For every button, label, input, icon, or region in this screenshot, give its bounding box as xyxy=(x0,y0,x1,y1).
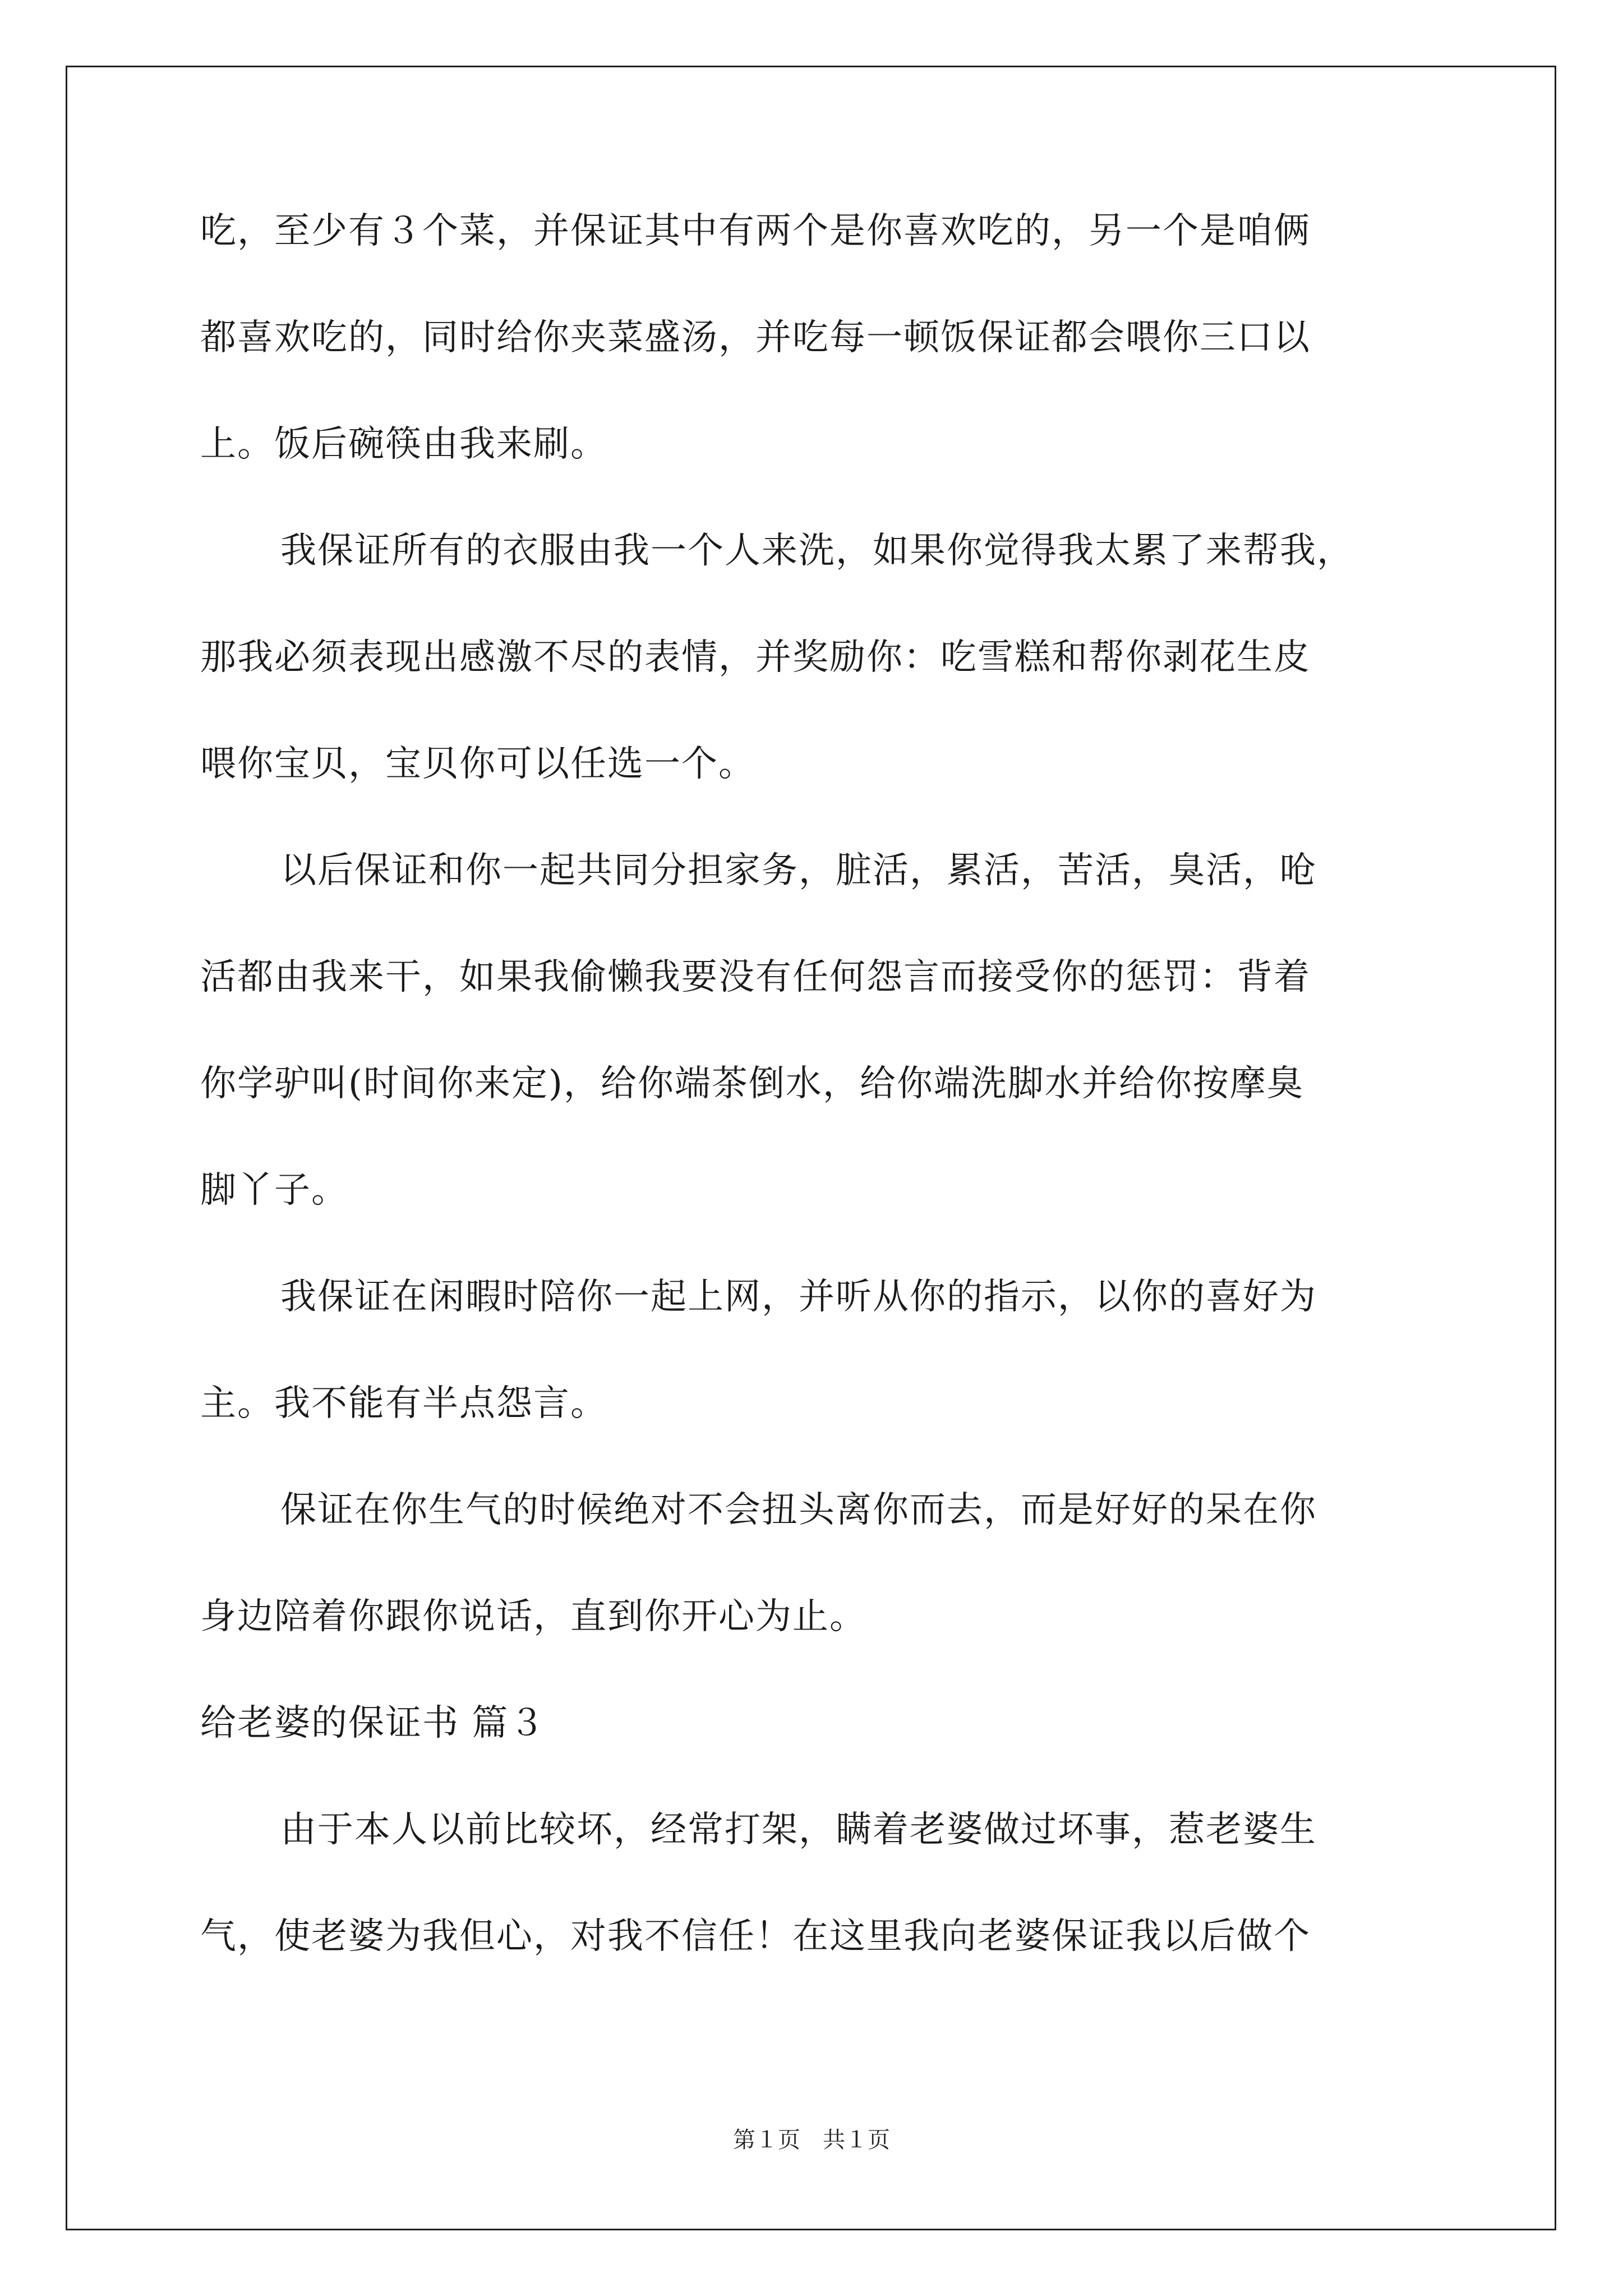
paragraph-first-line: 我保证在闲暇时陪你一起上网，并听从你的指示，以你的喜好为 xyxy=(280,1276,1317,1318)
text-line: 活都由我来干，如果我偷懒我要没有任何怨言而接受你的惩罚：背着 xyxy=(200,956,1311,998)
text-line: 那我必须表现出感激不尽的表情，并奖励你：吃雪糕和帮你剥花生皮 xyxy=(200,637,1311,678)
text-line: 气，使老婆为我但心，对我不信任！在这里我向老婆保证我以后做个 xyxy=(200,1916,1311,1957)
text-line: 都喜欢吃的，同时给你夹菜盛汤，并吃每一顿饭保证都会喂你三口以 xyxy=(200,317,1311,358)
text-line: 吃，至少有３个菜，并保证其中有两个是你喜欢吃的，另一个是咱俩 xyxy=(200,210,1311,252)
text-line: 主。我不能有半点怨言。 xyxy=(200,1383,607,1424)
page-number-label: 第１页 共１页 xyxy=(733,2127,890,2153)
text-line: 身边陪着你跟你说话，直到你开心为止。 xyxy=(200,1596,866,1637)
text-line: 脚丫子。 xyxy=(200,1170,348,1211)
paragraph-first-line: 由于本人以前比较坏，经常打架，瞒着老婆做过坏事，惹老婆生 xyxy=(280,1809,1317,1851)
page-footer xyxy=(0,2129,1623,2151)
paragraph-first-line: 保证在你生气的时候绝对不会扭头离你而去，而是好好的呆在你 xyxy=(280,1489,1317,1531)
text-line: 上。饭后碗筷由我来刷。 xyxy=(200,424,607,465)
text-line: 你学驴叫(时间你来定)，给你端茶倒水，给你端洗脚水并给你按摩臭 xyxy=(200,1063,1304,1105)
text-line: 喂你宝贝，宝贝你可以任选一个。 xyxy=(200,743,755,785)
paragraph-first-line: 以后保证和你一起共同分担家务，脏活，累活，苦活，臭活，呛 xyxy=(280,850,1317,891)
paragraph-first-line: 我保证所有的衣服由我一个人来洗，如果你觉得我太累了来帮我， xyxy=(280,530,1354,572)
section-heading: 给老婆的保证书 篇３ xyxy=(200,1703,546,1744)
document-body xyxy=(200,210,1434,2025)
